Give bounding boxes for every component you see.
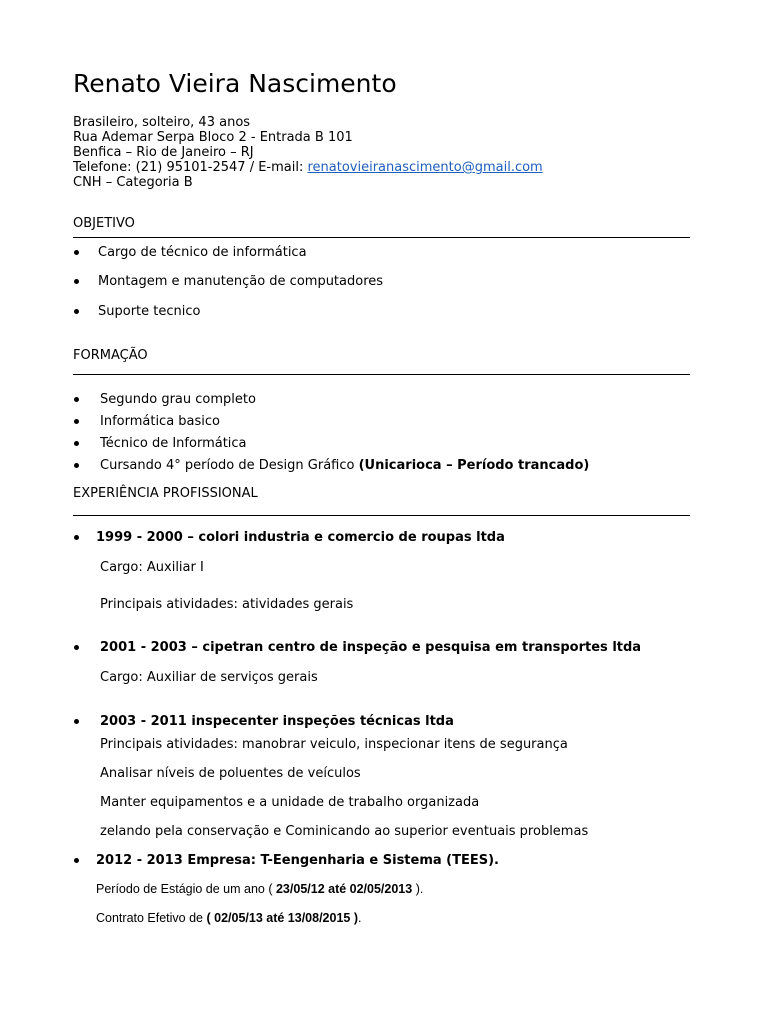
job-title: 1999 - 2000 – colori industria e comercio de roupas ltda xyxy=(96,530,505,545)
section-divider xyxy=(73,237,690,238)
bullet-icon xyxy=(74,463,79,468)
bullet-icon xyxy=(74,309,79,314)
personal-line-address: Rua Ademar Serpa Bloco 2 - Entrada B 101 xyxy=(73,130,353,145)
job-title: 2003 - 2011 inspecenter inspeções técnicas ltda xyxy=(100,714,454,729)
objetivo-item: Cargo de técnico de informática xyxy=(98,245,307,260)
estagio-prefix: Período de Estágio de um ano ( xyxy=(96,882,276,896)
bullet-icon xyxy=(74,250,79,255)
bullet-icon xyxy=(74,397,79,402)
personal-line-license: CNH – Categoria B xyxy=(73,175,193,190)
contrato-dates: ( 02/05/13 até 13/08/2015 ) xyxy=(206,911,358,925)
bullet-icon xyxy=(74,441,79,446)
personal-line-contact xyxy=(73,161,543,174)
job-detail: Manter equipamentos e a unidade de trabalho organizada xyxy=(100,795,480,810)
bullet-icon xyxy=(74,419,79,424)
objetivo-item: Montagem e manutenção de computadores xyxy=(98,274,384,289)
job-detail: Analisar níveis de poluentes de veículos xyxy=(100,766,361,781)
bullet-icon xyxy=(74,858,79,863)
bullet-icon xyxy=(74,535,79,540)
phone-text: Telefone: (21) 95101-2547 / E-mail: xyxy=(73,160,308,175)
job-atividades: Principais atividades: manobrar veiculo, inspecionar itens de segurança xyxy=(100,737,568,752)
job-estagio xyxy=(96,883,423,896)
contrato-suffix: . xyxy=(358,911,362,925)
job-title: 2012 - 2013 Empresa: T-Eengenharia e Sistema (TEES). xyxy=(96,853,499,868)
estagio-suffix: ). xyxy=(415,882,424,896)
formacao-item-text: Cursando 4° período de Design Gráfico xyxy=(100,458,359,473)
job-cargo: Cargo: Auxiliar I xyxy=(100,560,204,575)
bullet-icon xyxy=(74,719,79,724)
section-heading-objetivo: OBJETIVO xyxy=(73,216,135,231)
formacao-item: Informática basico xyxy=(100,414,221,429)
formacao-item: Segundo grau completo xyxy=(100,392,256,407)
section-heading-experiencia: EXPERIÊNCIA PROFISSIONAL xyxy=(73,486,258,501)
formacao-item: Técnico de Informática xyxy=(100,436,247,451)
job-detail: zelando pela conservação e Cominicando ao superior eventuais problemas xyxy=(100,824,589,839)
section-divider xyxy=(73,374,690,375)
job-cargo: Cargo: Auxiliar de serviços gerais xyxy=(100,670,318,685)
job-atividades: Principais atividades: atividades gerais xyxy=(100,597,354,612)
job-title: 2001 - 2003 – cipetran centro de inspeção e pesquisa em transportes ltda xyxy=(100,640,642,655)
personal-line-nationality: Brasileiro, solteiro, 43 anos xyxy=(73,115,251,130)
section-heading-formacao: FORMAÇÃO xyxy=(73,348,148,363)
formacao-item-note: (Unicarioca – Período trancado) xyxy=(358,458,590,473)
resume-name: Renato Vieira Nascimento xyxy=(73,69,397,98)
personal-line-city: Benfica – Rio de Janeiro – RJ xyxy=(73,145,254,160)
contrato-prefix: Contrato Efetivo de xyxy=(96,911,207,925)
formacao-item xyxy=(100,459,589,472)
email-link[interactable]: renatovieiranascimento@gmail.com xyxy=(307,160,543,175)
section-divider xyxy=(73,515,690,516)
job-contrato xyxy=(96,912,361,925)
bullet-icon xyxy=(74,645,79,650)
objetivo-item: Suporte tecnico xyxy=(98,304,201,319)
bullet-icon xyxy=(74,279,79,284)
estagio-dates: 23/05/12 até 02/05/2013 xyxy=(275,882,416,896)
